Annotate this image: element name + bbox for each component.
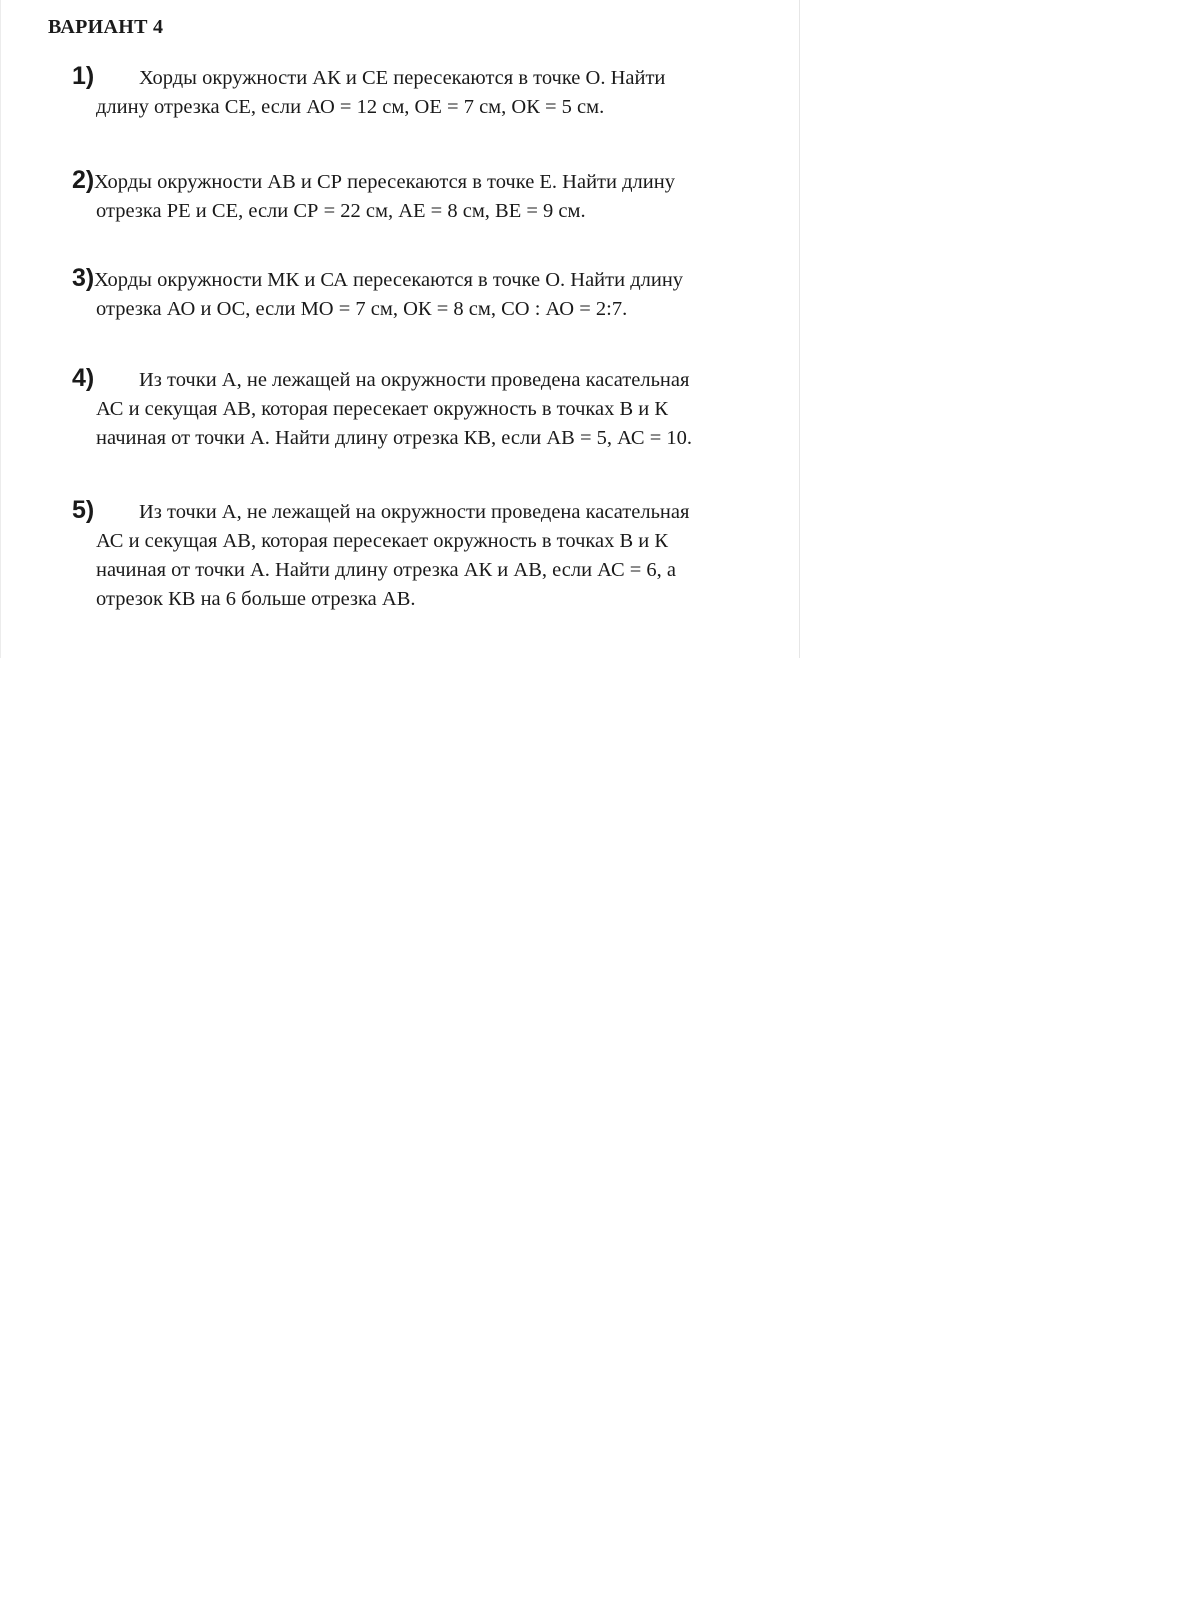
problem-5 [72, 496, 732, 614]
problem-number: 2) [72, 166, 95, 194]
problem-1 [72, 62, 732, 122]
problem-text-line: Хорды окружности АВ и СР пересекаются в точке Е. Найти длину [94, 171, 675, 193]
problem-number: 3) [72, 264, 95, 292]
variant-title: ВАРИАНТ 4 [48, 16, 164, 38]
problem-text-line: Хорды окружности МК и СА пересекаются в точке О. Найти длину [94, 269, 684, 291]
page-edge [0, 0, 1, 658]
problem-text-line: отрезок КВ на 6 больше отрезка АВ. [96, 588, 416, 610]
problem-text-line: длину отрезка СЕ, если АО = 12 см, ОЕ = 7 см, ОК = 5 см. [96, 96, 605, 118]
problem-number: 4) [72, 364, 95, 392]
problem-text-line: Из точки А, не лежащей на окружности проведена касательная [139, 501, 690, 523]
problem-number: 1) [72, 62, 95, 90]
problem-text-line: Из точки А, не лежащей на окружности проведена касательная [139, 369, 690, 391]
worksheet-page [0, 0, 800, 658]
problem-text-line: АС и секущая АВ, которая пересекает окружность в точках В и К [96, 530, 669, 552]
problem-3 [72, 264, 732, 324]
problem-number: 5) [72, 496, 95, 524]
problem-text-line: начиная от точки А. Найти длину отрезка КВ, если АВ = 5, АС = 10. [96, 427, 693, 449]
problem-text-line: АС и секущая АВ, которая пересекает окружность в точках В и К [96, 398, 669, 420]
problem-text-line: отрезка РЕ и СЕ, если СР = 22 см, АЕ = 8 см, ВЕ = 9 см. [96, 200, 586, 222]
problem-4 [72, 364, 732, 453]
problem-2 [72, 166, 732, 226]
problem-text-line: Хорды окружности АК и СЕ пересекаются в точке О. Найти [139, 67, 666, 89]
problem-text-line: отрезка АО и ОС, если МО = 7 см, ОК = 8 см, СО : АО = 2:7. [96, 298, 628, 320]
problem-text-line: начиная от точки А. Найти длину отрезка АК и АВ, если АС = 6, а [96, 559, 677, 581]
